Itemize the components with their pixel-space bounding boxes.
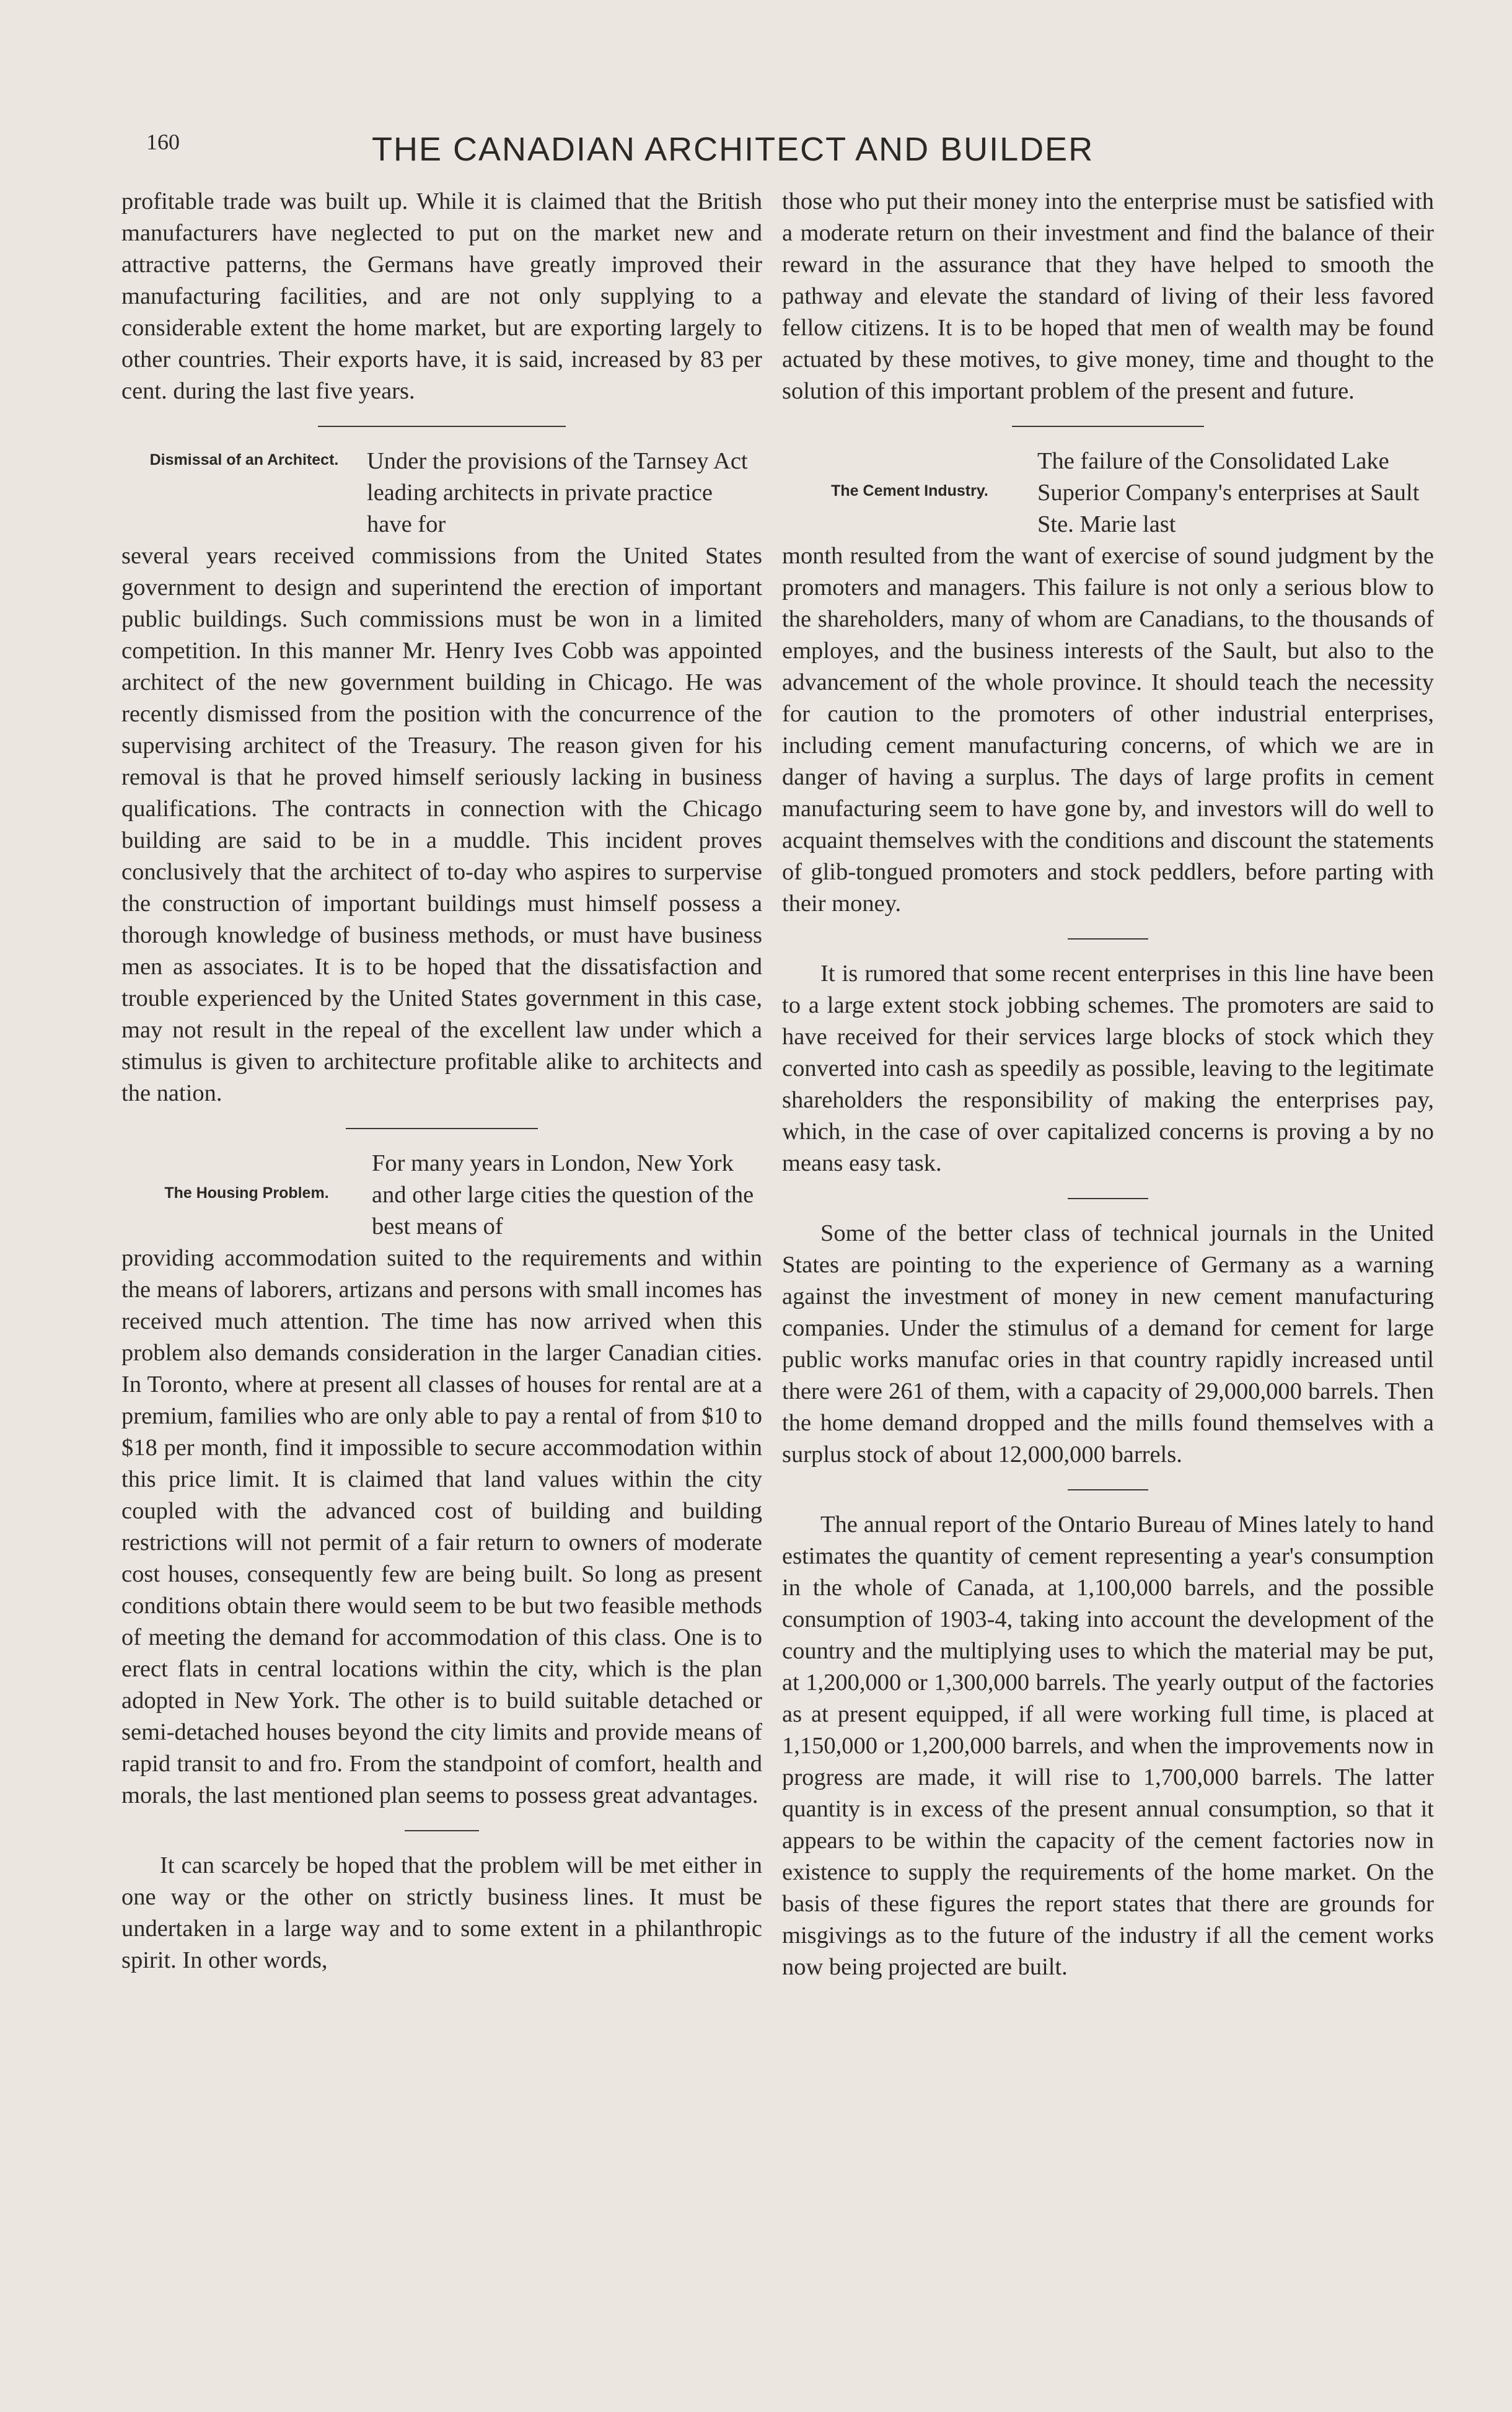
section-divider — [346, 1128, 538, 1129]
section-cement — [782, 446, 1434, 540]
paragraph-journals: Some of the better class of technical journals in the United States are pointing to the experience of Germany as a warning against the investment of money in new cement manufacturing companies. Under the stimulus of a demand for cement for large public works manufac ories in that country rapidly increased until there were 261 of them, with a capacity of 29,000,000 barrels. Then the home demand dropped and the mills found themselves with a surplus stock of about 12,000,000 barrels. — [782, 1220, 1434, 1468]
section-divider — [1012, 426, 1204, 427]
page-number: 160 — [146, 130, 180, 154]
dismissal-body: several years received commissions from the United States government to design and superintend the erection of important public buildings. Such commissions must be won in a limited competition. In this manner Mr. Henry Ives Cobb was appointed architect of the new government building in Chicago. He was recently dismissed from the position with the concurrence of the supervising architect of the Treasury. The reason given for his removal is that he proved himself seriously lacking in business qualifications. The contracts in connection with the Chicago building are said to be in a muddle. This incident proves conclusively that the architect of to-day who aspires to surpervise the construction of important buildings must himself possess a thorough knowledge of business methods, or must have business men as associates. It is to be hoped that the dissatisfaction and trouble experienced by the United States government in this case, may not result in the repeal of the excellent law under which a stimulus is given to architecture profitable alike to architects and the nation. — [121, 543, 762, 1106]
housing-body: providing accommodation suited to the requirements and within the means of laborers, artizans and persons with small incomes has received much attention. The time has now arrived when this problem also demands consideration in the larger Canadian cities. In Toronto, where at present all classes of houses for rental are at a premium, families who are only able to pay a rental of from $10 to $18 per month, find it impossible to secure accommodation within this price limit. It is claimed that land values within the city coupled with the advanced cost of building and building restrictions will not permit of a fair return to owners of moderate cost houses, consequently few are being built. So long as present conditions obtain there would seem to be but two feasible methods of meeting the demand for accommodation of this class. One is to erect flats in central locations within the city, which is the plan adopted in New York. The other is to build suitable detached or semi-detached houses beyond the city limits and provide means of rapid transit to and fro. From the standpoint of comfort, health and morals, the last mentioned plan seems to possess great advantages. — [121, 1245, 762, 1808]
paragraph-intro: profitable trade was built up. While it is claimed that the British manufacturers have neglected to put on the market new and attractive patterns, the Germans have greatly improved their manufacturing facilities, and are not only supplying to a considerable extent the home market, but are exporting largely to other countries. Their exports have, it is said, increased by 83 per cent. during the last five years. — [121, 188, 762, 404]
paragraph-scarcely: It can scarcely be hoped that the problem will be met either in one way or the other on strictly business lines. It must be undertaken in a large way and to some extent in a philanthropic spirit. In other words, — [121, 1852, 762, 1973]
page-header: THE CANADIAN ARCHITECT AND BUILDER — [372, 131, 1094, 168]
section-divider — [318, 426, 566, 427]
section-divider — [1068, 1198, 1148, 1199]
paragraph-those: those who put their money into the enterprise must be satisfied with a moderate return on their investment and find the balance of their reward in the assurance that they have helped to smooth the pathway and elevate the standard of living of their less favored fellow citizens. It is to be hoped that men of wealth may be found actuated by these motives, to give money, time and thought to the solution of this important problem of the present and future. — [782, 188, 1434, 404]
side-heading-cement: The Cement Industry. — [831, 482, 988, 500]
section-housing — [121, 1148, 762, 1243]
side-heading-housing: The Housing Problem. — [164, 1184, 329, 1202]
paragraph-rumored: It is rumored that some recent enterprises in this line have been to a large extent stock jobbing schemes. The promoters are said to have received for their services large blocks of stock which they converted into cash as speedily as possible, leaving to the legitimate shareholders the responsibility of making the enterprises pay, which, in the case of over capitalized concerns is proving a by no means easy task. — [782, 961, 1434, 1176]
cement-body: month resulted from the want of exercise of sound judgment by the promoters and managers. This failure is not only a serious blow to the shareholders, many of whom are Canadians, to the thousands of employes, and the business interests of the Sault, but also to the advancement of the whole province. It should teach the necessity for caution to the promoters of other industrial enterprises, including cement manufacturing concerns, of which we are in danger of having a surplus. The days of large profits in cement manufacturing seem to have gone by, and investors will do well to acquaint themselves with the conditions and discount the statements of glib-tongued promoters and stock peddlers, before parting with their money. — [782, 543, 1434, 917]
paragraph-report: The annual report of the Ontario Bureau of Mines lately to hand estimates the quantity of cement representing a year's consumption in the whole of Canada, at 1,100,000 barrels, and the possible consumption of 1903-4, taking into account the development of the country and the multiplying uses to which the material may be put, at 1,200,000 or 1,300,000 barrels. The yearly output of the factories as at present equipped, if all were working full time, is placed at 1,150,000 or 1,200,000 barrels, and when the improvements now in progress are made, it will rise to 1,700,000 barrels. The latter quantity is in excess of the present annual consumption, so that it appears to be within the capacity of the cement factories now in existence to supply the requirements of the home market. On the basis of these figures the report states that there are grounds for misgivings as to the future of the industry if all the cement works now being projected are built. — [782, 1512, 1434, 1980]
housing-opening: For many years in London, New York and other large cities the question of the best means of — [372, 1150, 754, 1239]
left-column — [121, 186, 762, 1976]
section-divider — [405, 1830, 479, 1831]
right-column — [782, 186, 1434, 1983]
section-divider — [1068, 938, 1148, 940]
section-divider — [1068, 1489, 1148, 1490]
dismissal-opening: Under the provisions of the Tarnsey Act leading architects in private practice have for — [367, 448, 748, 537]
cement-opening: The failure of the Consolidated Lake Superior Company's enterprises at Sault Ste. Marie last — [1037, 448, 1420, 537]
section-dismissal — [121, 446, 762, 540]
side-heading-dismissal: Dismissal of an Architect. — [149, 451, 339, 469]
